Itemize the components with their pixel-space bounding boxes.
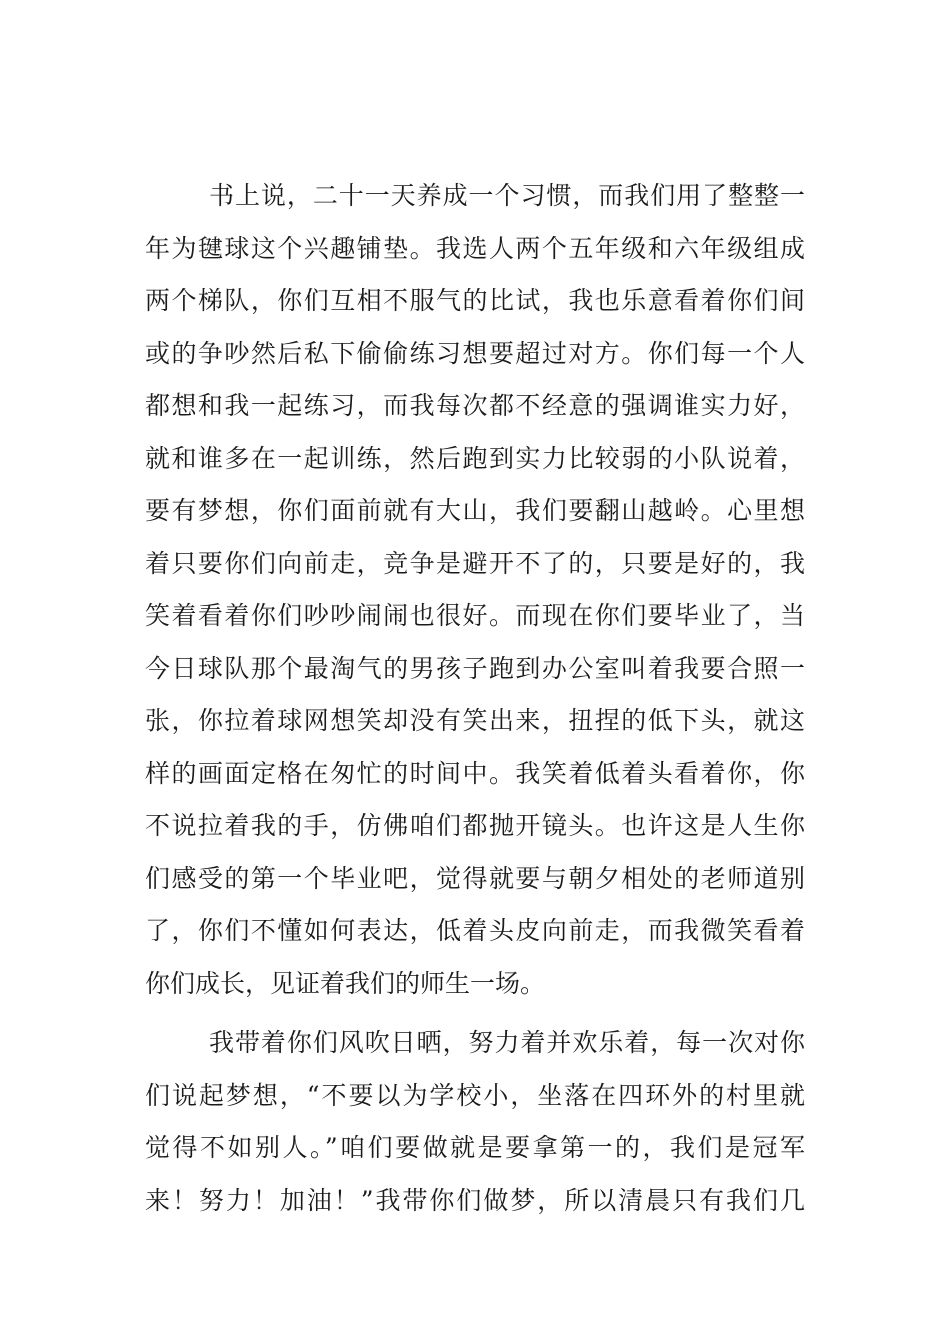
paragraph-line: 或的争吵然后私下偷偷练习想要超过对方。你们每一个人 bbox=[145, 338, 805, 368]
paragraph-line: 两个梯队，你们互相不服气的比试，我也乐意看着你们间 bbox=[145, 286, 805, 315]
paragraph-line: 年为毽球这个兴趣铺垫。我选人两个五年级和六年级组成 bbox=[145, 233, 805, 263]
paragraph-line: 都想和我一起练习，而我每次都不经意的强调谁实力好， bbox=[145, 391, 805, 420]
paragraph-line: 要有梦想，你们面前就有大山，我们要翻山越岭。心里想 bbox=[145, 496, 805, 525]
paragraph-line: 着只要你们向前走，竞争是避开不了的，只要是好的，我 bbox=[145, 548, 805, 578]
paragraph-1 bbox=[145, 170, 805, 1010]
paragraph-line: 们感受的第一个毕业吧，觉得就要与朝夕相处的老师道别 bbox=[145, 863, 805, 893]
paragraph-line: 不说拉着我的手，仿佛咱们都抛开镜头。也许这是人生你 bbox=[145, 811, 805, 840]
paragraph-line: 们说起梦想，“不要以为学校小，坐落在四环外的村里就 bbox=[145, 1080, 805, 1110]
paragraph-line: 我带着你们风吹日晒，努力着并欢乐着，每一次对你 bbox=[209, 1028, 805, 1057]
paragraph-line: 今日球队那个最淘气的男孩子跑到办公室叫着我要合照一 bbox=[145, 653, 805, 683]
paragraph-line: 就和谁多在一起训练，然后跑到实力比较弱的小队说着， bbox=[145, 443, 805, 473]
paragraph-line: 书上说，二十一天养成一个习惯，而我们用了整整一 bbox=[209, 181, 805, 210]
paragraph-line: 笑着看着你们吵吵闹闹也很好。而现在你们要毕业了，当 bbox=[145, 601, 805, 630]
paragraph-line: 样的画面定格在匆忙的时间中。我笑着低着头看着你，你 bbox=[145, 758, 805, 788]
paragraph-line: 张，你拉着球网想笑却没有笑出来，扭捏的低下头，就这 bbox=[145, 706, 805, 735]
paragraph-line: 来！努力！加油！”我带你们做梦，所以清晨只有我们几 bbox=[145, 1185, 805, 1215]
paragraph-line: 觉得不如别人。”咱们要做就是要拿第一的，我们是冠军 bbox=[145, 1133, 805, 1162]
paragraph-2 bbox=[145, 1017, 805, 1227]
paragraph-line: 了，你们不懂如何表达，低着头皮向前走，而我微笑看着 bbox=[145, 916, 805, 945]
paragraph-line: 你们成长，见证着我们的师生一场。 bbox=[145, 968, 546, 998]
